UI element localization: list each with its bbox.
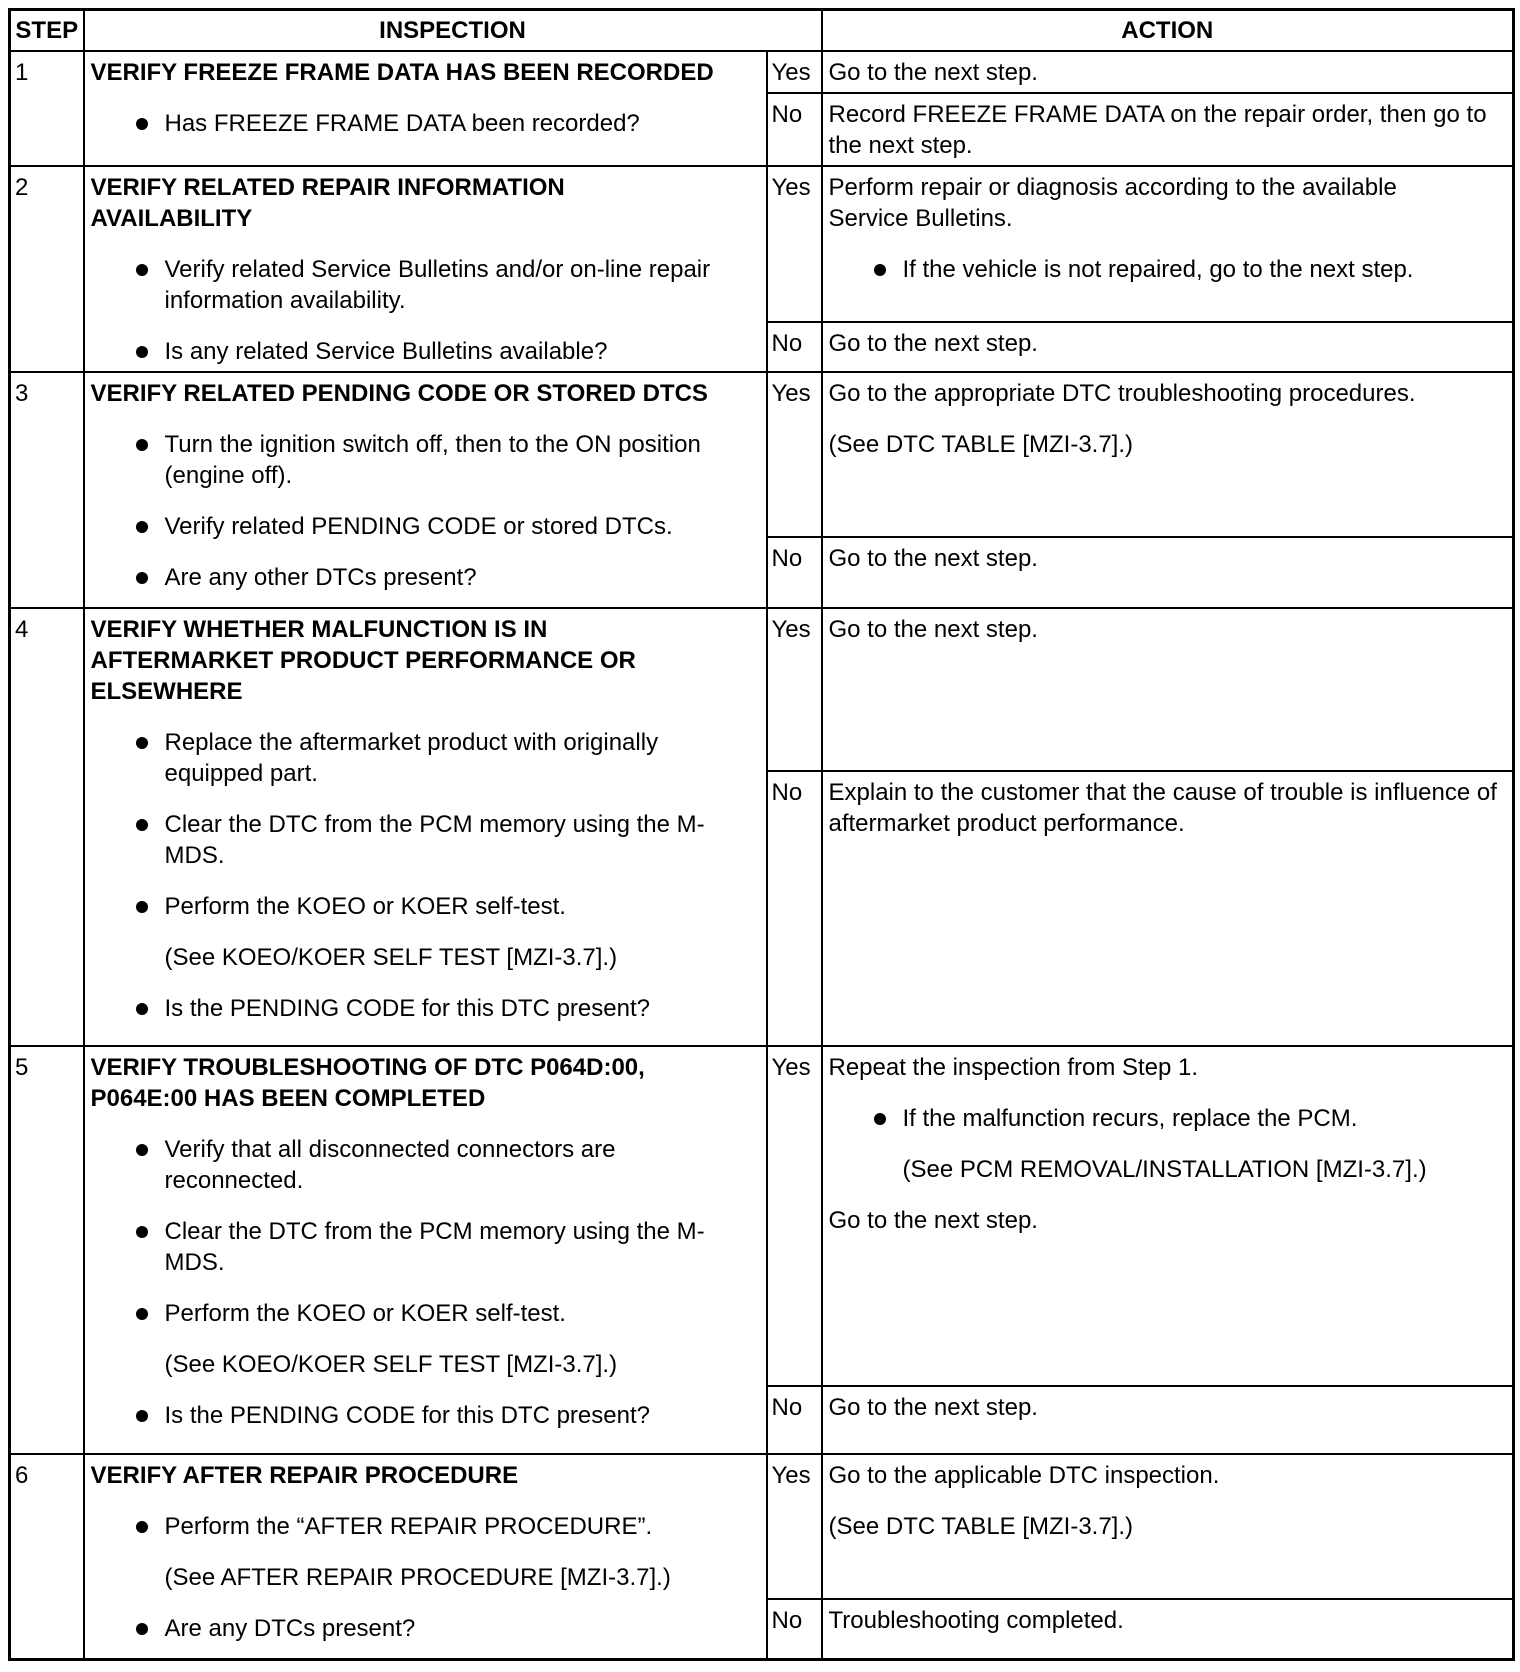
- step-title: VERIFY WHETHER MALFUNCTION IS IN AFTERMARKET PRODUCT PERFORMANCE OR ELSEWHERE: [90, 616, 636, 705]
- inspection-reference: (See AFTER REPAIR PROCEDURE [MZI-3.7].): [164, 1564, 671, 1591]
- action-text: Perform repair or diagnosis according to the available Service Bulletins.: [828, 174, 1397, 232]
- action-reference: (See DTC TABLE [MZI-3.7].): [828, 431, 1134, 458]
- action-text: Troubleshooting completed.: [828, 1607, 1124, 1634]
- step-title: VERIFY FREEZE FRAME DATA HAS BEEN RECORDED: [90, 59, 714, 86]
- yes-label: Yes: [767, 608, 822, 771]
- action-text: Go to the next step.: [828, 616, 1038, 643]
- action-text: Record FREEZE FRAME DATA on the repair order, then go to the next step.: [828, 101, 1487, 159]
- yes-action: [822, 372, 1514, 537]
- inspection-reference: (See KOEO/KOER SELF TEST [MZI-3.7].): [164, 944, 618, 971]
- step-number: 3: [10, 372, 84, 608]
- inspection-bullet: Perform the KOEO or KOER self-test.: [91, 891, 760, 922]
- inspection-bullet: Perform the “AFTER REPAIR PROCEDURE”.: [91, 1511, 760, 1542]
- step-inspection: [84, 372, 767, 608]
- no-label: No: [767, 1599, 822, 1659]
- step-inspection: [84, 166, 767, 372]
- step-4-yes-row: [10, 608, 1514, 771]
- inspection-bullet: Are any DTCs present?: [91, 1613, 760, 1644]
- step-6-yes-row: [10, 1454, 1514, 1599]
- no-action: [822, 537, 1514, 608]
- inspection-bullet: Clear the DTC from the PCM memory using the M-MDS.: [91, 809, 760, 871]
- no-action: [822, 93, 1514, 166]
- step-number: 5: [10, 1046, 84, 1454]
- action-text: Go to the next step.: [828, 59, 1038, 86]
- yes-label: Yes: [767, 1454, 822, 1599]
- step-3-yes-row: [10, 372, 1514, 537]
- inspection-bullet: Verify related PENDING CODE or stored DTCs.: [91, 511, 760, 542]
- yes-action: [822, 51, 1514, 93]
- yes-label: Yes: [767, 1046, 822, 1386]
- step-title: VERIFY RELATED REPAIR INFORMATION AVAILABILITY: [90, 174, 565, 232]
- action-bullet: If the vehicle is not repaired, go to the next step.: [829, 254, 1507, 285]
- no-action: [822, 1386, 1514, 1454]
- inspection-bullet: Verify that all disconnected connectors are reconnected.: [91, 1134, 760, 1196]
- inspection-reference: (See KOEO/KOER SELF TEST [MZI-3.7].): [164, 1351, 618, 1378]
- inspection-bullet: Clear the DTC from the PCM memory using the M-MDS.: [91, 1216, 760, 1278]
- inspection-bullet: Is the PENDING CODE for this DTC present?: [91, 1400, 760, 1431]
- header-inspection: INSPECTION: [84, 10, 822, 52]
- inspection-bullet: Replace the aftermarket product with originally equipped part.: [91, 727, 760, 789]
- step-title: VERIFY TROUBLESHOOTING OF DTC P064D:00, P064E:00 HAS BEEN COMPLETED: [90, 1054, 645, 1112]
- no-action: [822, 322, 1514, 372]
- step-number: 2: [10, 166, 84, 372]
- yes-action: [822, 166, 1514, 322]
- inspection-bullet: Verify related Service Bulletins and/or on-line repair information availability.: [91, 254, 760, 316]
- no-label: No: [767, 322, 822, 372]
- action-text: Go to the next step.: [828, 1394, 1038, 1421]
- step-number: 6: [10, 1454, 84, 1659]
- no-label: No: [767, 93, 822, 166]
- action-text: Explain to the customer that the cause of trouble is influence of aftermarket product performance.: [828, 779, 1497, 837]
- no-action: [822, 1599, 1514, 1659]
- step-number: 1: [10, 51, 84, 166]
- inspection-bullet: Are any other DTCs present?: [91, 562, 760, 593]
- action-text: Go to the appropriate DTC troubleshooting procedures.: [828, 380, 1416, 407]
- no-action: [822, 771, 1514, 1046]
- action-bullet: If the malfunction recurs, replace the PCM.: [829, 1103, 1507, 1134]
- yes-label: Yes: [767, 51, 822, 93]
- header-action: ACTION: [822, 10, 1514, 52]
- step-2-yes-row: [10, 166, 1514, 322]
- yes-action: [822, 608, 1514, 771]
- inspection-bullet: Perform the KOEO or KOER self-test.: [91, 1298, 760, 1329]
- inspection-bullet: Is the PENDING CODE for this DTC present?: [91, 993, 760, 1024]
- inspection-bullet: Turn the ignition switch off, then to the ON position (engine off).: [91, 429, 760, 491]
- action-reference: (See PCM REMOVAL/INSTALLATION [MZI-3.7].): [902, 1156, 1427, 1183]
- no-label: No: [767, 537, 822, 608]
- step-inspection: [84, 608, 767, 1046]
- inspection-bullet: Is any related Service Bulletins available?: [91, 336, 760, 367]
- action-reference: (See DTC TABLE [MZI-3.7].): [828, 1513, 1134, 1540]
- troubleshooting-table: [8, 8, 1515, 1661]
- step-5-yes-row: [10, 1046, 1514, 1386]
- step-inspection: [84, 51, 767, 166]
- yes-label: Yes: [767, 372, 822, 537]
- step-inspection: [84, 1046, 767, 1454]
- step-number: 4: [10, 608, 84, 1046]
- table-header-row: [10, 10, 1514, 52]
- header-step: STEP: [10, 10, 84, 52]
- yes-action: [822, 1046, 1514, 1386]
- action-text: Go to the next step.: [828, 329, 1038, 357]
- step-1-yes-row: [10, 51, 1514, 93]
- step-title: VERIFY RELATED PENDING CODE OR STORED DTCS: [90, 380, 708, 407]
- step-inspection: [84, 1454, 767, 1659]
- action-text: Go to the next step.: [828, 545, 1038, 572]
- yes-action: [822, 1454, 1514, 1599]
- action-text: Repeat the inspection from Step 1.: [828, 1054, 1199, 1081]
- no-label: No: [767, 1386, 822, 1454]
- step-title: VERIFY AFTER REPAIR PROCEDURE: [90, 1462, 519, 1489]
- yes-label: Yes: [767, 166, 822, 322]
- action-text: Go to the next step.: [828, 1207, 1038, 1234]
- no-label: No: [767, 771, 822, 1046]
- inspection-bullet: Has FREEZE FRAME DATA been recorded?: [91, 108, 760, 139]
- action-text: Go to the applicable DTC inspection.: [828, 1462, 1220, 1489]
